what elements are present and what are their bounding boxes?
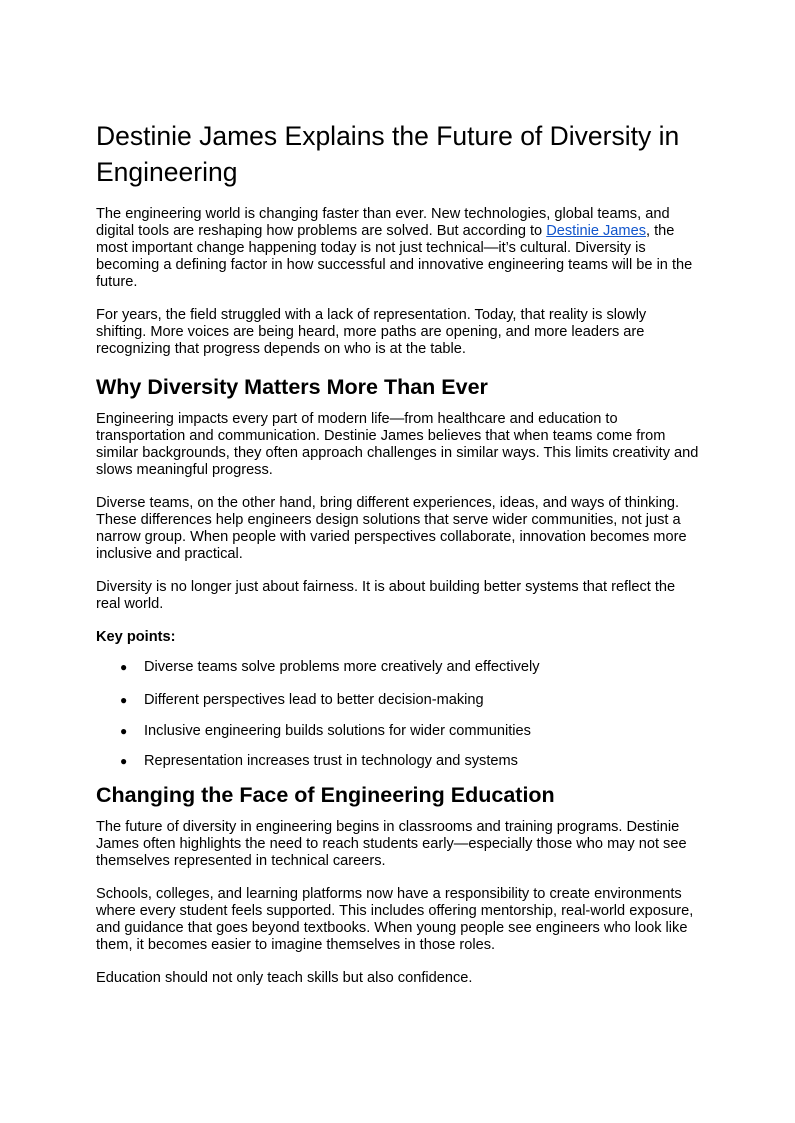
intro-paragraph-2: For years, the field struggled with a lack of representation. Today, that reality is slowly shifting. More voices are being heard, more paths are opening, and more leaders are recognizing that progress depends on who is at the table. — [96, 307, 647, 357]
section1-paragraph-1: Engineering impacts every part of modern life—from healthcare and education to transportation and communication. Destinie James believes that when teams come from similar backgrounds, they often approach challenges in similar ways. This limits creativity and slows meaningful progress. — [96, 411, 699, 478]
intro-text-before-link: The engineering world is changing faster than ever. New technologies, global teams, and digital tools are reshaping how problems are solved. But according to — [96, 206, 670, 239]
list-item-text: Representation increases trust in technology and systems — [144, 753, 518, 769]
document-page — [96, 118, 700, 1003]
list-item-text: Diverse teams solve problems more creatively and effectively — [144, 659, 540, 675]
intro-paragraph-1 — [96, 206, 700, 291]
intro-text-after-link: , the most important change happening today is not just technical—it’s cultural. Diversity is becoming a defining factor in how successful and innovative engineering teams will be in the future. — [96, 223, 693, 290]
list-item — [96, 692, 700, 709]
key-points-label: Key points: — [96, 629, 176, 645]
list-item-text: Different perspectives lead to better decision-making — [144, 692, 484, 708]
section1-paragraph-3: Diversity is no longer just about fairness. It is about building better systems that reflect the real world. — [96, 579, 676, 612]
destinie-james-link[interactable]: Destinie James — [546, 223, 646, 239]
bullet-icon: ● — [120, 723, 128, 738]
key-points-list — [96, 659, 700, 770]
section2-paragraph-2: Schools, colleges, and learning platforms now have a responsibility to create environments where every student feels supported. This includes offering mentorship, real-world exposure, and guidance that goes beyond textbooks. When young people see engineers who look like them, it becomes easier to imagine themselves in those roles. — [96, 885, 694, 953]
bullet-icon: ● — [120, 660, 128, 674]
list-item — [96, 659, 700, 676]
list-item — [96, 723, 700, 740]
list-item — [96, 753, 700, 770]
section2-paragraph-1: The future of diversity in engineering begins in classrooms and training programs. Destinie James often highlights the need to reach students early—especially those who may not see themselves represented in technical careers. — [96, 818, 687, 869]
section-heading-engineering-education: Changing the Face of Engineering Education — [96, 782, 555, 807]
section1-paragraph-2: Diverse teams, on the other hand, bring different experiences, ideas, and ways of thinking. These differences help engineers design solutions that serve wider communities, not just a narrow group. When people with varied perspectives collaborate, innovation becomes more inclusive and practical. — [96, 495, 687, 562]
section-heading-why-diversity: Why Diversity Matters More Than Ever — [96, 375, 488, 399]
list-item-text: Inclusive engineering builds solutions for wider communities — [144, 722, 531, 739]
bullet-icon: ● — [120, 693, 128, 707]
bullet-icon: ● — [120, 754, 128, 768]
section2-paragraph-3: Education should not only teach skills but also confidence. — [96, 969, 473, 986]
article-title: Destinie James Explains the Future of Diversity in Engineering — [96, 121, 680, 187]
